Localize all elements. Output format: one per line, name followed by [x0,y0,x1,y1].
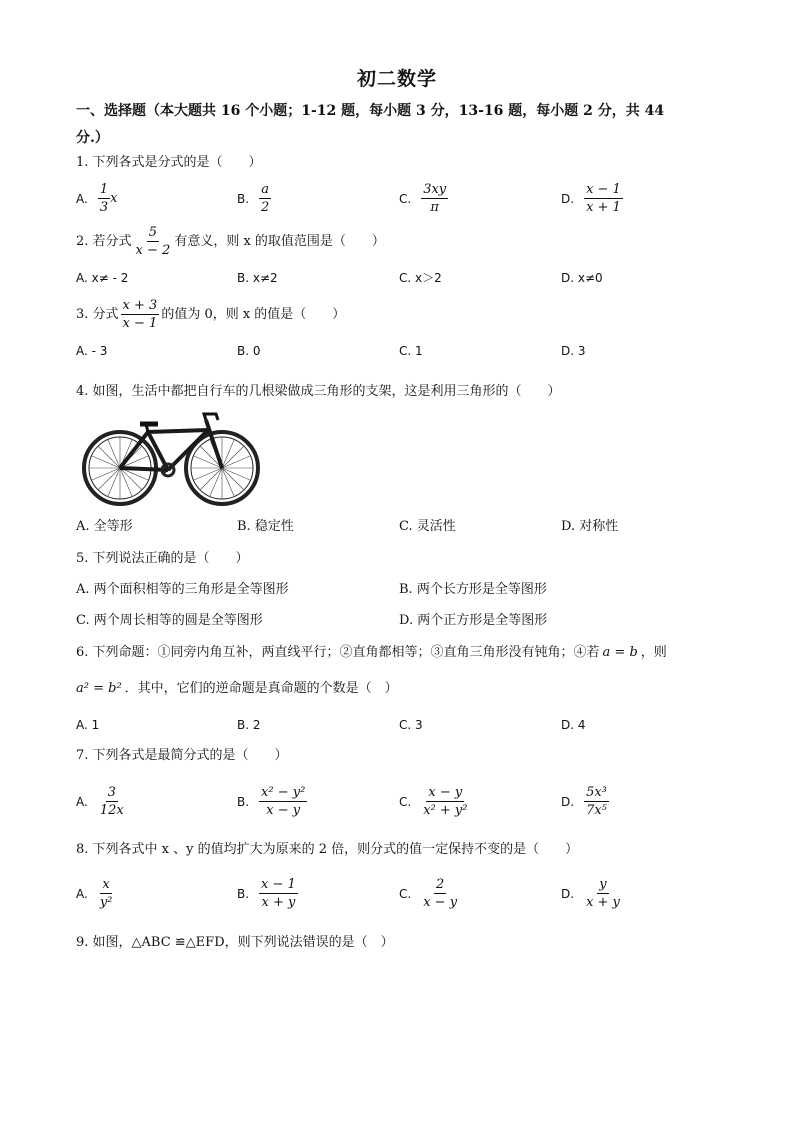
question-6-stem-line2: a² = b² ．其中，它们的逆命题是真命题的个数是（ ） [76,681,398,696]
q6-option-c: C. 3 [399,718,423,732]
question-6-stem-line1: 6. 下列命题：①同旁内角互补，两直线平行；②直角都相等；③直角三角形没有钝角；④若 a = b ，则 [76,645,667,660]
q6-option-a: A. 1 [76,718,100,732]
q2-option-d: D. x≠0 [561,271,603,285]
question-3-stem: 3. 分式 $\frac{x + 3}{x - 1}$ 的值为 0，则 x 的值是（ ） [76,298,346,331]
q1-option-a: A. $\frac{1}{3}$ x [76,182,118,215]
question-1-stem: 1. 下列各式是分式的是（ ） [76,155,262,170]
q3-option-d: D. 3 [561,344,586,358]
q2-option-b: B. x≠2 [237,271,278,285]
question-5-stem: 5. 下列说法正确的是（ ） [76,551,249,566]
q7-option-a: A. $\frac{3}{12x}$ [76,785,124,818]
question-9-stem: 9. 如图，△ABC ≌△EFD，则下列说法错误的是（ ） [76,935,394,950]
q7-option-b: B. $\frac{\text{x² − y²}}{x - y}$ [237,785,306,818]
page-title: 初二数学 [356,68,437,90]
q8-option-a: A. $\frac{x}{\text{y²}}$ [76,877,113,910]
q3-option-c: C. 1 [399,344,423,358]
q8-option-c: C. $\frac{2}{x - y}$ [399,877,458,910]
q6-option-d: D. 4 [561,718,586,732]
q4-option-a: A. 全等形 [76,519,133,534]
q4-option-b: B. 稳定性 [237,519,294,534]
q5-option-b: B. 两个长方形是全等图形 [399,582,547,597]
q7-option-c: C. $\frac{x - y}{\text{x² + y²}}$ [399,785,468,818]
q2-option-c: C. x＞2 [399,271,442,285]
section-heading [76,98,716,152]
q1-option-d: D. $\frac{x - 1}{x + 1}$ [561,182,621,215]
bicycle-figure [76,410,262,506]
q4-option-c: C. 灵活性 [399,519,456,534]
q1-option-b: B. $\frac{a}{2}$ [237,182,270,215]
question-8-stem: 8. 下列各式中 x 、y 的值均扩大为原来的 2 倍，则分式的值一定保持不变的是（ ） [76,842,579,857]
q6-option-b: B. 2 [237,718,261,732]
question-2-stem: 2. 若分式 $\frac{5}{x - 2}$ 有意义，则 x 的取值范围是（ ） [76,225,385,258]
section-heading-line2: 分.） [76,130,109,146]
q7-option-d: D. $\frac{\text{5x³}}{\text{7x⁵}}$ [561,785,607,818]
q5-option-c: C. 两个周长相等的圆是全等图形 [76,613,263,628]
q8-option-b: B. $\frac{x - 1}{x + y}$ [237,877,296,910]
q2-option-a: A. x≠ - 2 [76,271,129,285]
q4-option-d: D. 对称性 [561,519,619,534]
q3-option-a: A. - 3 [76,344,108,358]
q5-option-d: D. 两个正方形是全等图形 [399,613,548,628]
q1-option-c: C. $\frac{3xy}{\pi}$ [399,182,447,215]
question-4-stem: 4. 如图，生活中都把自行车的几根梁做成三角形的支架，这是利用三角形的（ ） [76,384,561,399]
q5-option-a: A. 两个面积相等的三角形是全等图形 [76,582,289,597]
section-heading-line1: 一、选择题（本大题共 16 个小题；1-12 题，每小题 3 分，13-16 题，每小题 2 分，共 44 [76,103,665,119]
q8-option-d: D. $\frac{y}{x + y}$ [561,877,620,910]
q3-option-b: B. 0 [237,344,261,358]
question-7-stem: 7. 下列各式是最简分式的是（ ） [76,748,288,763]
